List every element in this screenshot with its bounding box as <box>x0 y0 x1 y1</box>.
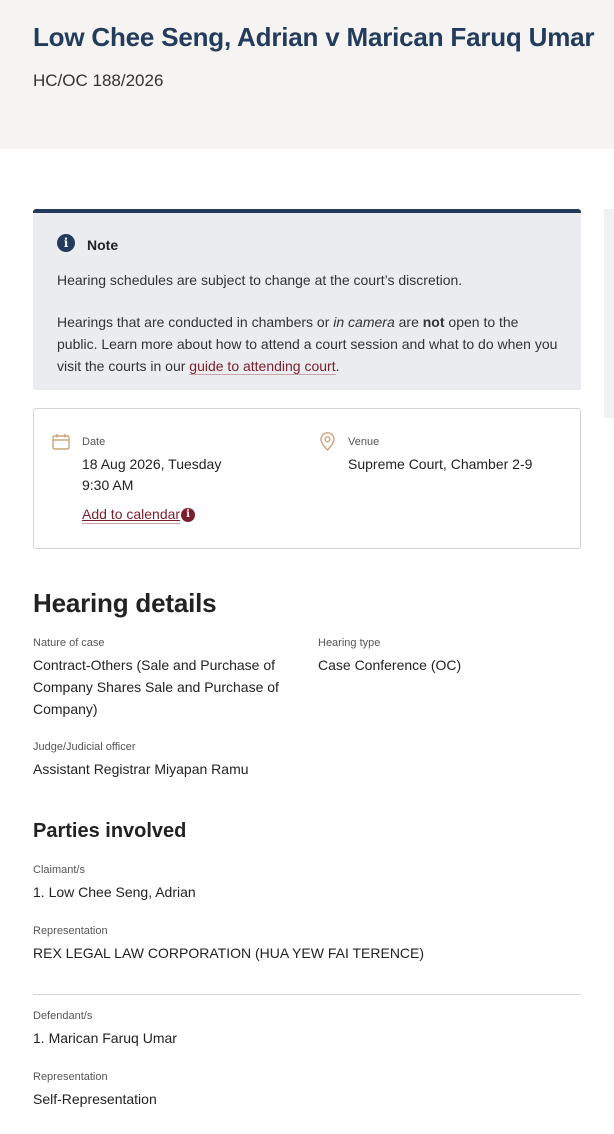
venue-value: Supreme Court, Chamber 2-9 <box>348 456 533 472</box>
case-number: HC/OC 188/2026 <box>33 71 164 90</box>
add-to-calendar-link[interactable]: Add to calendar <box>82 506 181 522</box>
note-title: Note <box>87 237 119 253</box>
note-paragraph: Hearing schedules are subject to change at the court’s discretion. <box>57 272 463 288</box>
calendar-icon <box>52 433 70 450</box>
time-value: 9:30 AM <box>82 477 134 493</box>
venue-label: Venue <box>348 436 380 448</box>
judge-label: Judge/Judicial officer <box>33 741 136 753</box>
claimant-value: 1. Low Chee Seng, Adrian <box>33 884 196 900</box>
date-label: Date <box>82 436 106 448</box>
claimant-label: Claimant/s <box>33 864 85 876</box>
page-title: Low Chee Seng, Adrian v Marican Faruq Umar <box>33 22 595 52</box>
defendant-value: 1. Marican Faruq Umar <box>33 1030 177 1046</box>
defendant-representation-label: Representation <box>33 1071 108 1083</box>
parties-heading: Parties involved <box>33 820 187 842</box>
note-callout <box>33 209 581 390</box>
nature-of-case-value: Contract-Others (Sale and Purchase of Company Shares Sale and Purchase of Company) <box>33 657 279 717</box>
side-panel-edge <box>604 209 614 418</box>
claimant-representation-label: Representation <box>33 925 108 937</box>
schedule-card <box>33 408 581 549</box>
nature-of-case-label: Nature of case <box>33 637 105 649</box>
location-pin-icon <box>319 432 336 451</box>
guide-link[interactable]: guide to attending court <box>189 358 336 374</box>
info-icon[interactable]: i <box>181 508 195 522</box>
date-value: 18 Aug 2026, Tuesday <box>82 456 222 472</box>
info-icon: i <box>57 234 75 252</box>
defendant-label: Defendant/s <box>33 1010 93 1022</box>
hearing-details-heading: Hearing details <box>33 588 217 618</box>
judge-value: Assistant Registrar Miyapan Ramu <box>33 761 249 777</box>
hearing-type-label: Hearing type <box>318 637 381 649</box>
divider <box>33 994 581 995</box>
claimant-representation-value: REX LEGAL LAW CORPORATION (HUA YEW FAI TERENCE) <box>33 945 425 961</box>
note-paragraph: Hearings that are conducted in chambers or in camera are not open to the public. Learn more about how to attend a court session and what to do when you visit the courts in our guide to attending court. <box>57 314 558 374</box>
case-header <box>0 0 614 149</box>
defendant-representation-value: Self-Representation <box>33 1091 157 1107</box>
hearing-type-value: Case Conference (OC) <box>318 657 462 673</box>
